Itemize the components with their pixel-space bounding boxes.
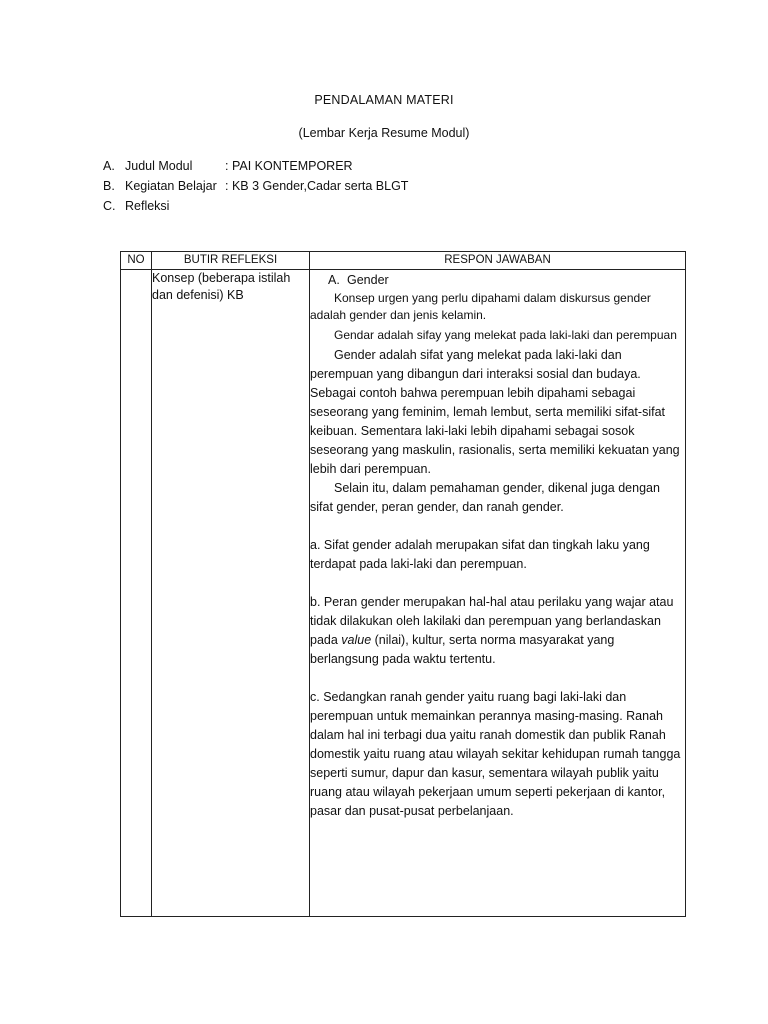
header-no: NO (121, 252, 152, 270)
header-butir-refleksi: BUTIR REFLEKSI (152, 252, 310, 270)
paragraph-sifat-gender: a. Sifat gender adalah merupakan sifat dan tingkah laku yang terdapat pada laki-laki dan perempuan. (310, 538, 650, 571)
peran-italic: value (341, 633, 372, 647)
cell-no (121, 270, 152, 917)
paragraph-peran-gender (310, 593, 685, 669)
meta-label: Kegiatan Belajar (125, 179, 217, 193)
meta-value: : KB 3 Gender,Cadar serta BLGT (225, 179, 409, 193)
meta-label: Judul Modul (125, 159, 193, 173)
peran-text-2: (nilai), kultur, serta norma masyarakat yang berlangsung pada waktu tertentu. (310, 633, 615, 666)
cell-butir: Konsep (beberapa istilah dan defenisi) KB (152, 270, 310, 917)
header-respon-jawaban: RESPON JAWABAN (310, 252, 686, 270)
peran-text-1: b. Peran gender merupakan hal-hal atau perilaku yang wajar atau tidak dilakukan oleh lakilaki dan perempuan yang berlandaskan pada (310, 595, 674, 647)
meta-key: A. (103, 159, 115, 173)
spacer (310, 669, 685, 688)
meta-item-kegiatan-belajar (103, 179, 408, 193)
section-title: Gender (347, 273, 389, 287)
table-header-row (121, 252, 686, 270)
section-letter: A. (328, 273, 340, 287)
paragraph-selain-itu: Selain itu, dalam pemahaman gender, dikenal juga dengan sifat gender, peran gender, dan ranah gender. (310, 481, 660, 514)
meta-key: C. (103, 199, 116, 213)
spacer (310, 574, 685, 593)
page-title: PENDALAMAN MATERI (314, 93, 454, 107)
page-subtitle: (Lembar Kerja Resume Modul) (298, 126, 470, 140)
section-heading (310, 271, 685, 290)
paragraph-gender-definition: Gender adalah sifat yang melekat pada laki-laki dan perempuan yang dibangun dari interaksi sosial dan budaya. Sebagai contoh bahwa perempuan lebih dipahami sebagai seseorang yang feminim, lemah lembut, serta memiliki sifat-sifat keibuan. Sementara laki-laki lebih dipahami sebagai sosok seseorang yang maskulin, rasionalis, serta memiliki kekuatan yang lebih dari perempuan. (310, 348, 680, 476)
meta-key: B. (103, 179, 115, 193)
paragraph-gendar: Gendar adalah sifay yang melekat pada laki-laki dan perempuan (334, 328, 677, 342)
meta-item-refleksi (103, 199, 225, 213)
meta-item-judul-modul (103, 159, 353, 173)
paragraph-konsep: Konsep urgen yang perlu dipahami dalam diskursus gender adalah gender dan jenis kelamin. (310, 291, 651, 322)
meta-label: Refleksi (125, 199, 170, 213)
table-row (121, 270, 686, 917)
paragraph-ranah-gender: c. Sedangkan ranah gender yaitu ruang bagi laki-laki dan perempuan untuk memainkan perannya masing-masing. Ranah dalam hal ini terbagi dua yaitu ranah domestik dan publik Ranah domestik yaitu ruang atau wilayah sekitar kehidupan rumah tangga seperti sumur, dapur dan kasur, sementara wilayah publik yaitu ruang atau wilayah pekerjaan umum seperti pekerjaan di kantor, pasar dan pusat-pusat perbelanjaan. (310, 690, 681, 818)
cell-respon (310, 270, 686, 917)
meta-value: : PAI KONTEMPORER (225, 159, 353, 173)
spacer (310, 517, 685, 536)
reflection-table (120, 251, 686, 917)
